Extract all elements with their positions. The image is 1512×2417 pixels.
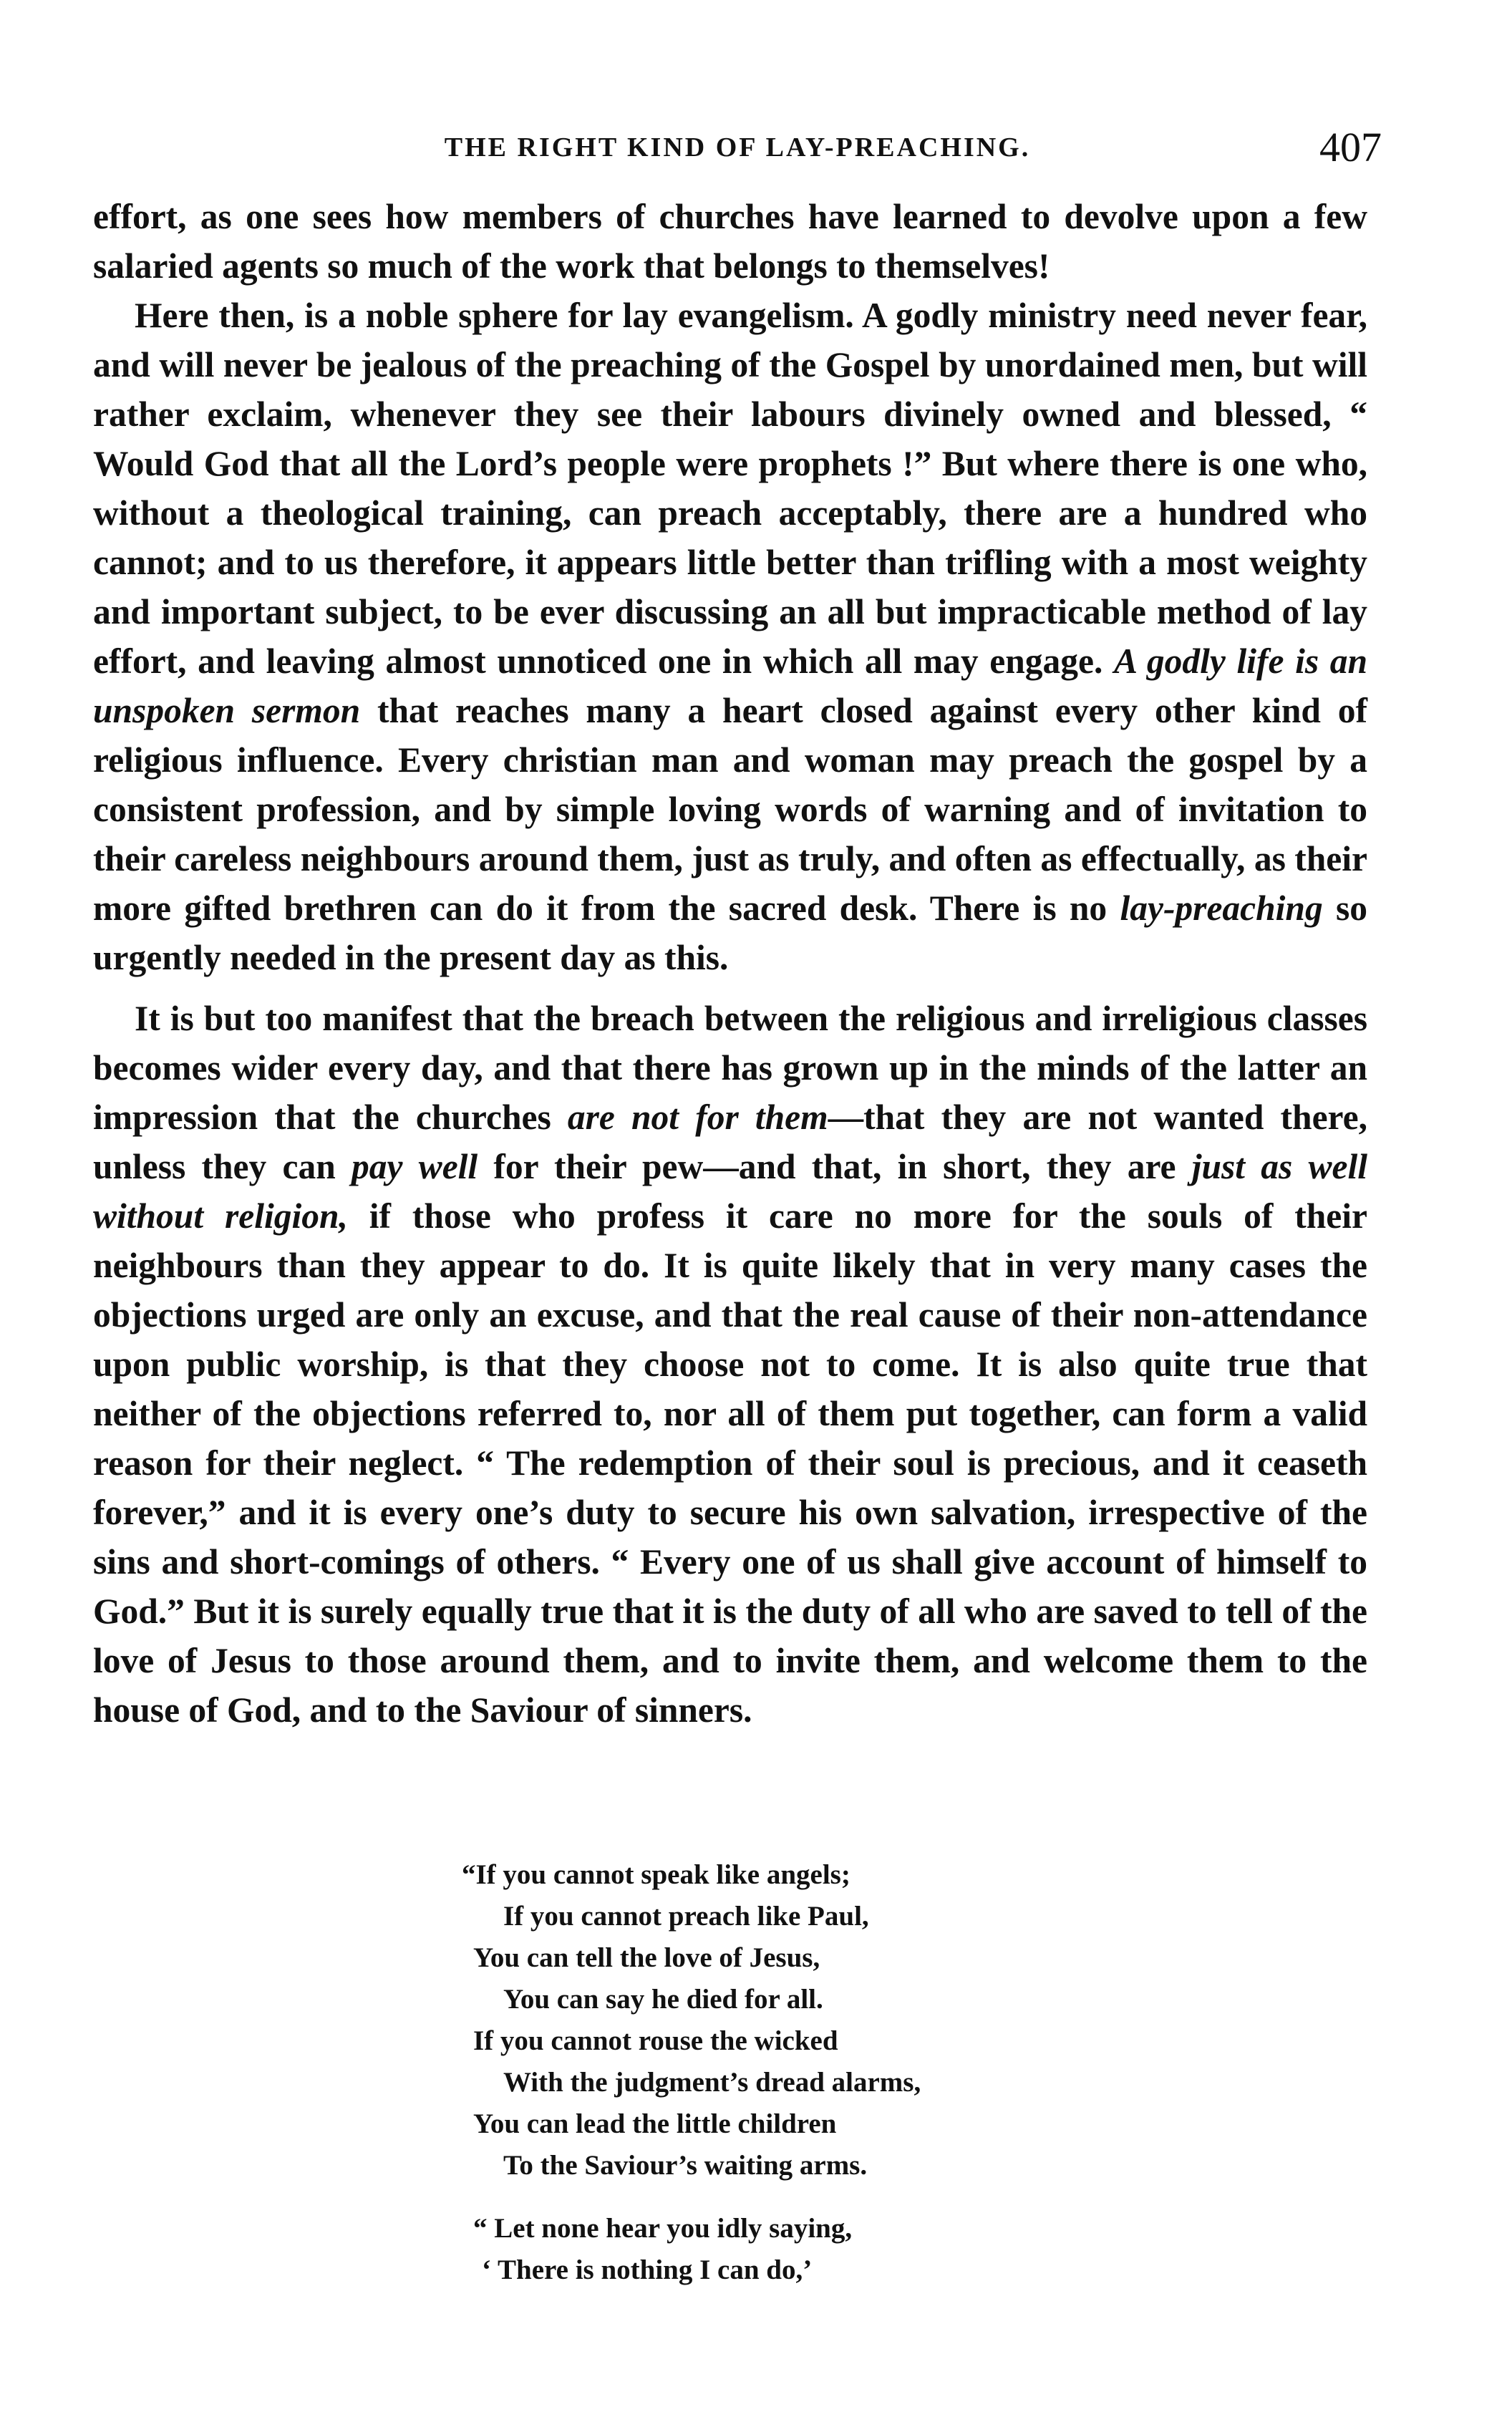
poem-line: “ Let none hear you idly saying,	[473, 2213, 853, 2244]
poem-line: “If you cannot speak like angels;	[462, 1859, 850, 1890]
poem-line: You can lead the little children	[473, 2108, 837, 2139]
paragraph-2-text-a: Here then, is a noble sphere for lay evangelism. A godly ministry need never fear, and will never be jealous of the preaching of the Gospel by unordained men, but will rather exclaim, whenever they see their labours divinely owned and blessed, “ Would God that all the Lord’s people were prophets !” But where there is one who, without a theological training, can preach acceptably, there are a hundred who cannot; and to us therefore, it appears little better than trifling with a most weighty and important subject, to be ever discussing an all but impracticable method of lay effort, and leaving almost unnoticed one in which all may engage.	[93, 296, 1367, 681]
body-text	[93, 192, 1367, 1735]
paragraph-2-italic-lay-preaching: lay-preaching	[1120, 888, 1323, 928]
paragraph-1-text: effort, as one sees how members of churches have learned to devolve upon a few salaried agents so much of the work that belongs to themselves!	[93, 197, 1367, 286]
paragraph-2-text-c: that reaches many a heart closed against every other kind of religious influence. Every christian man and woman may preach the gospel by a consistent profession, and by simple loving words of warning and of invitation to their careless neighbours around them, just as truly, and often as effectually, as their more gifted brethren can do it from the sacred desk. There is no	[93, 691, 1367, 928]
poem-line: You can tell the love of Jesus,	[473, 1942, 820, 1973]
poem-line: With the judgment’s dread alarms,	[503, 2067, 921, 2098]
poem-stanza-1	[462, 1854, 1178, 2186]
poem	[462, 1854, 1178, 2312]
paragraph-3-text-e: for their pew—and that, in short, they are	[478, 1147, 1192, 1186]
paragraph-3-text-c: —that they are not wanted there, unless they can	[93, 1098, 1367, 1186]
poem-stanza-2	[462, 2208, 1178, 2291]
paragraph-3-italic-without-religion: just as well without religion,	[93, 1147, 1367, 1236]
paragraph-3	[93, 994, 1367, 1735]
paragraph-2-text-e: so urgently needed in the present day as this.	[93, 888, 1368, 977]
poem-line: If you cannot rouse the wicked	[473, 2025, 838, 2056]
poem-line: ‘ There is nothing I can do,’	[482, 2254, 813, 2285]
paragraph-2-italic-sermon: A godly life is an unspoken sermon	[93, 641, 1368, 730]
running-title: THE RIGHT KIND OF LAY-PREACHING.	[444, 132, 1031, 163]
paragraph-2	[93, 291, 1367, 982]
paragraph-3-text-g: if those who profess it care no more for the souls of their neighbours than they appear to do. It is quite likely that in very many cases the objections urged are only an excuse, and that the real cause of their non-attendance upon public worship, is that they choose not to come. It is also quite true that neither of the objections referred to, nor all of them put together, can form a valid reason for their neglect. “ The redemption of their soul is precious, and it ceaseth forever,” and it is every one’s duty to secure his own salvation, irrespective of the sins and short-comings of others. “ Every one of us shall give account of himself to God.” But it is surely equally true that it is the duty of all who are saved to tell of the love of Jesus to those around them, and to invite them, and welcome them to the house of God, and to the Saviour of sinners.	[93, 1196, 1367, 1730]
poem-line: To the Saviour’s waiting arms.	[503, 2150, 868, 2181]
page-number: 407	[1319, 124, 1382, 170]
paragraph-3-italic-pay-well: pay well	[351, 1147, 478, 1186]
poem-line: If you cannot preach like Paul,	[503, 1901, 869, 1932]
paragraph-1	[93, 192, 1367, 291]
paragraph-3-text-a: It is but too manifest that the breach between the religious and irreligious classes becomes wider every day, and that there has grown up in the minds of the latter an impression that the churches	[93, 999, 1367, 1137]
paragraph-3-italic-not-for-them: are not for them	[567, 1098, 828, 1137]
poem-line: You can say he died for all.	[503, 1984, 823, 2015]
running-head	[93, 123, 1382, 173]
